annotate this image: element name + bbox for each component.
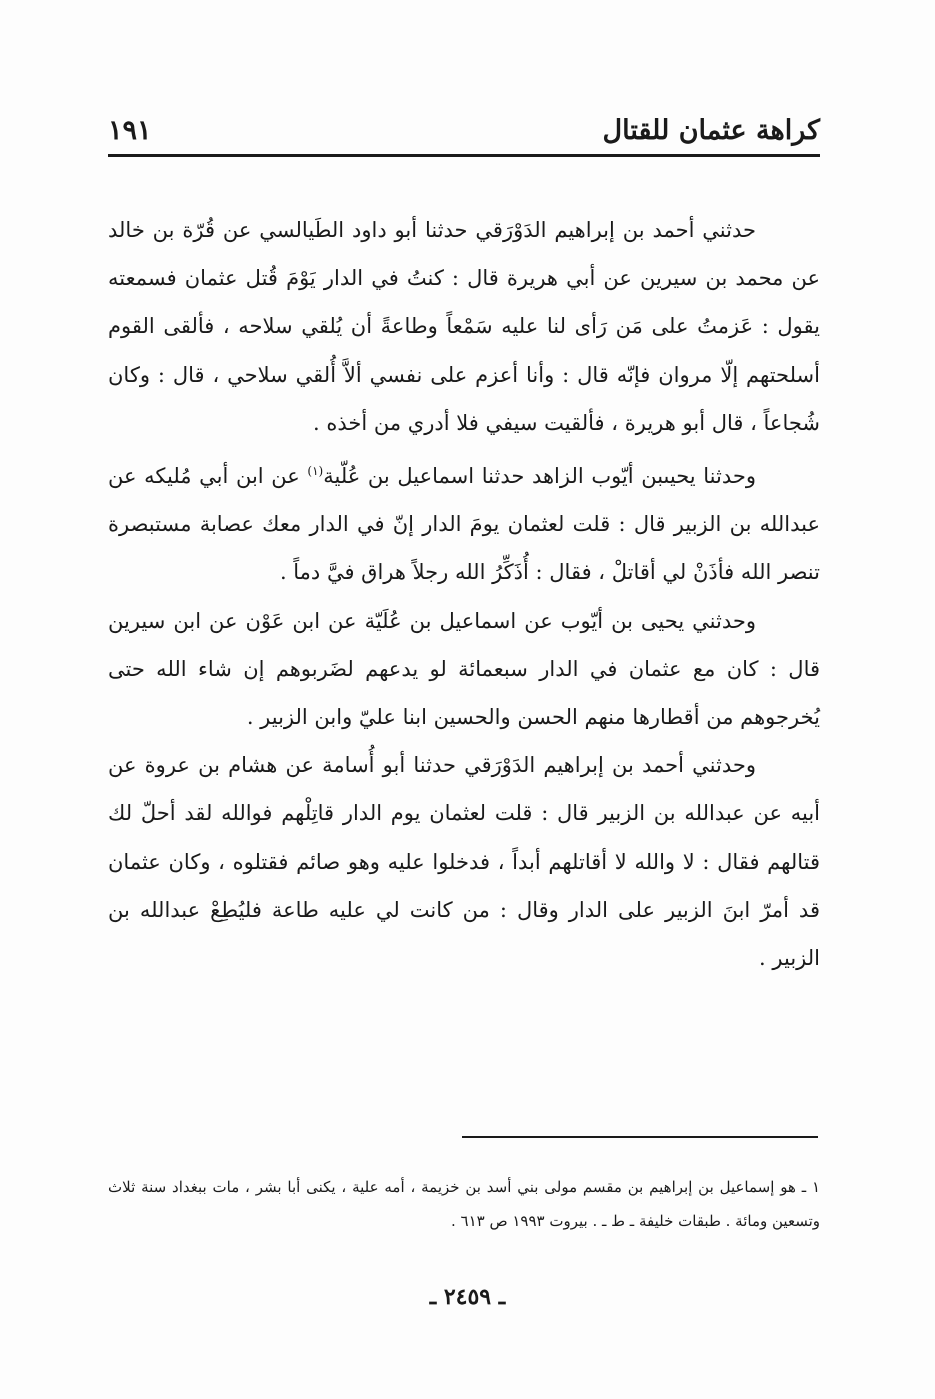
- paragraph-2-start: وحدثنا يحيىبن أيّوب الزاهد حدثنا اسماعيل بن عُلّية: [323, 464, 756, 489]
- footnote-1: ١ ـ هو إسماعيل بن إبراهيم بن مقسم مولى بني أسد بن خزيمة ، أمه علية ، يكنى أبا بشر ، مات ببغداد سنة ثلاث وتسعين ومائة . طبقات خليفة ـ ط ـ . بيروت ١٩٩٣ ص ٦١٣ .: [108, 1178, 820, 1230]
- paragraph-2-end: عن ابن أبي مُليكه عن عبدالله بن الزبير قال : قلت لعثمان يومَ الدار إنّ في الدار معك عصابة مستبصرة تنصر الله فأذَنْ لي أقاتلْ ، فقال : أُذَكِّرُ الله رجلاً هراق فيَّ دماً .: [108, 464, 820, 585]
- paragraph-3: وحدثني يحيى بن أيّوب عن اسماعيل بن عُلَيّة عن ابن عَوْن عن ابن سيرين قال : كان مع عثمان في الدار سبعمائة لو يدعهم لضَربوهم إن شاء الله حتى يُخرجوهم من أقطارها منهم الحسن والحسين ابنا عليّ وابن الزبير .: [108, 608, 820, 730]
- body-text: [108, 206, 820, 982]
- footnote-marker: (١): [307, 464, 324, 479]
- paragraph-4: وحدثني أحمد بن إبراهيم الدَوْرَقي حدثنا أبو أُسامة عن هشام بن عروة عن أبيه عن عبدالله بن الزبير قال : قلت لعثمان يوم الدار قاتِلْهم فوالله لقد أحلّ لك قتالهم فقال : لا والله لا أقاتلهم أبداً ، فدخلوا عليه وهو صائم فقتلوه ، وكان عثمان قد أمرّ ابنَ الزبير على الدار وقال : من كانت لي عليه طاعة فليُطِعْ عبدالله بن الزبير .: [108, 753, 820, 971]
- header-rule: [108, 154, 820, 157]
- running-header: [108, 108, 820, 154]
- chapter-title: كراهة عثمان للقتال: [602, 115, 820, 146]
- footnote-rule: [462, 1136, 818, 1138]
- folio-number: ـ ٢٤٥٩ ـ: [429, 1284, 506, 1310]
- footnotes: [108, 1170, 820, 1238]
- paragraph-1: حدثني أحمد بن إبراهيم الدَوْرَقي حدثنا أبو داود الطَيالسي عن قُرّة بن خالد عن محمد بن سيرين عن أبي هريرة قال : كنتُ في الدار يَوْمَ قُتل عثمان فسمعته يقول : عَزمتُ على مَن رَأى لنا عليه سَمْعاً وطاعةً أن يُلقي سلاحه ، فألقى القوم أسلحتهم إلّا مروان فإنّه قال : وأنا أعزم على نفسي ألاَّ أُلقي سلاحي ، قال : وكان شُجاعاً ، قال أبو هريرة ، فألقيت سيفي فلا أدري من أخذه .: [108, 218, 820, 435]
- paragraph-2: [108, 447, 820, 597]
- page-number: ١٩١: [108, 115, 152, 146]
